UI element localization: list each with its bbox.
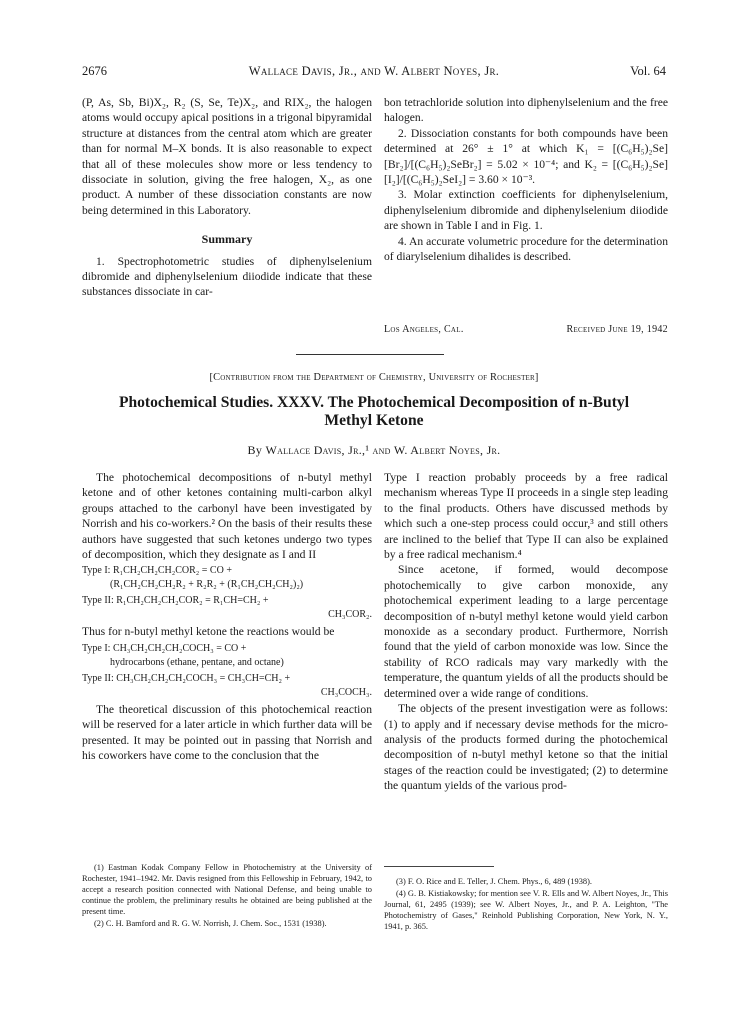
footnote-1: (1) Eastman Kodak Company Fellow in Photochemistry at the University of Rochester, 1941–1942. Mr. Davis resigned from this Fellowship in February, 1942, to accept a research position connected with National Defense, and being unable to continue the problem, the preliminary results he obtained are being published at the present time. [82,863,372,916]
running-header [82,64,666,80]
page-number: 2676 [82,64,107,78]
intro-paragraph: The photochemical decompositions of n-butyl methyl ketone and of other ketones containing multi-carbon alkyl groups attached to the carbonyl have been investigated by Norrish and his co-workers.² On the basis of their results these authors have suggested that such ketones undergo two types of decomposition, which they designate as I and II [82,471,372,562]
footnote-3: (3) F. O. Rice and E. Teller, J. Chem. Phys., 6, 489 (1938). [396,877,592,886]
equation-line: Type II: R₁CH₂CH₂CH₂COR₂ = R₁CH=CH₂ + [82,595,269,607]
top-left-column [82,95,372,300]
footnote-rule [384,866,494,867]
body-paragraph: Since acetone, if formed, would decompose photochemically to give carbon monoxide, any photochemical experiment leading to a large percentage decomposition of n-butyl methyl ketone would yield carbon monoxide as a secondary product. Furthermore, Norrish found that the yield of carbon monoxide was low. Since the stability of RCO radicals may vary markedly with the temperature, the quantum yields of all the products should be determined over a wide range of conditions. [384,563,668,700]
equation-butyl-type-2 [82,672,372,700]
summary-item-4: 4. An accurate volumetric procedure for the determination of diarylselenium dihalides is described. [384,234,668,264]
contribution-line: [Contribution from the Department of Chemistry, University of Rochester] [209,372,539,383]
equation-line: (R₁CH₂CH₂CH₂R₂ + R₂R₂ + (R₁CH₂CH₂CH₂)₂) [110,579,304,591]
article-title-line-1: Photochemical Studies. XXXV. The Photochemical Decomposition of n-Butyl [118,394,630,411]
byline-by: By [247,443,263,457]
continued-paragraph: (P, As, Sb, Bi)X₂, R₂ (S, Se, Te)X₂, and RIX₂, the halogen atoms would occupy apical positions in a trigonal bipyramidal structure at distances from the central atom which are greater than for normal M–X bonds. It is also reasonable to expect that all of these molecules show more or less tendency to dissociate in solution, giving the free halogen, X₂, as one product. A number of these dissociation constants are now being determined in this Laboratory. [82,96,372,217]
equation-line: Type I: CH₃CH₂CH₂CH₂COCH₃ = CO + [82,642,247,654]
article-title [82,394,666,430]
footnote-4: (4) G. B. Kistiakowsky; for mention see V. R. Ells and W. Albert Noyes, Jr., This Journal, 61, 2495 (1939); see W. Albert Noyes, Jr., and P. A. Leighton, "The Photochemistry of Gases," Reinhold Publishing Corporation, New York, N. Y., 1941, p. 365. [384,889,668,931]
article-title-line-2: Methyl Ketone [324,412,424,429]
equation-line: CH₃COCH₃. [320,686,372,698]
body-paragraph: The objects of the present investigation were as follows: (1) to apply and if necessary devise methods for the micro-analysis of the products formed during the photochemical decomposition of n-butyl methyl ketone so that the initial stages of the reaction could be investigated; (2) to determine the quantum yields of the various prod- [384,702,668,793]
bottom-left-column [82,470,372,763]
volume-label: Vol. 64 [630,64,666,78]
footnote-2: (2) C. H. Bamford and R. G. W. Norrish, J. Chem. Soc., 1531 (1938). [94,919,327,928]
summary-heading: Summary [201,232,253,247]
equation-butyl-type-1 [82,642,372,670]
equation-line: Type II: CH₃CH₂CH₂CH₂COCH₃ = CH₃CH=CH₂ + [82,672,291,684]
equation-line: Type I: R₁CH₂CH₂CH₂COR₂ = CO + [82,565,232,577]
signoff-city: Los Angeles, Cal. [384,324,464,335]
received-date: Received June 19, 1942 [566,324,668,335]
byline [82,443,666,458]
running-title: Wallace Davis, Jr., and W. Albert Noyes, Jr. [248,64,500,78]
body-paragraph: Thus for n-butyl methyl ketone the reactions would be [82,625,335,639]
footnotes-left [82,862,372,930]
equation-type-2 [82,594,372,622]
equation-line: CH₃COR₂. [328,609,372,621]
body-paragraph: Type I reaction probably proceeds by a free radical mechanism whereas Type II proceeds in a single step leading to the final products. Others have discussed methods by which such a one-step process could occur,³ and still others are inclined to the belief that Type II can also be explained by a free radical mechanism.⁴ [384,471,668,562]
byline-authors: Wallace Davis, Jr.,¹ and W. Albert Noyes, Jr. [265,443,501,457]
equation-type-1 [82,564,372,592]
section-divider [296,354,444,355]
body-paragraph: The theoretical discussion of this photochemical reaction will be reserved for a later article in which further data will be presented. It may be pointed out in passing that Norrish and his coworkers have come to the conclusion that the [82,702,372,763]
footnotes-right [384,876,668,933]
summary-item-1: 1. Spectrophotometric studies of diphenylselenium dibromide and diphenylselenium diiodide indicate that these substances dissociate in car- [82,254,372,299]
summary-item-2: 2. Dissociation constants for both compounds have been determined at 26° ± 1° at which K₁ = [(C₆H₅)₂Se][Br₂]/[(C₆H₅)₂SeBr₂] = 5.02 × 10⁻⁴; and K₂ = [(C₆H₅)₂Se][I₂]/[(C₆H₅)₂SeI₂] = 3.60 × 10⁻³. [384,126,668,187]
summary-item-3: 3. Molar extinction coefficients for diphenylselenium, diphenylselenium dibromide and diphenylselenium diiodide are shown in Table I and in Fig. 1. [384,188,668,233]
summary-item-1-cont: bon tetrachloride solution into diphenylselenium and the free halogen. [384,96,668,125]
equation-line: hydrocarbons (ethane, pentane, and octane) [110,656,284,668]
top-right-column [384,95,668,264]
bottom-right-column [384,470,668,794]
